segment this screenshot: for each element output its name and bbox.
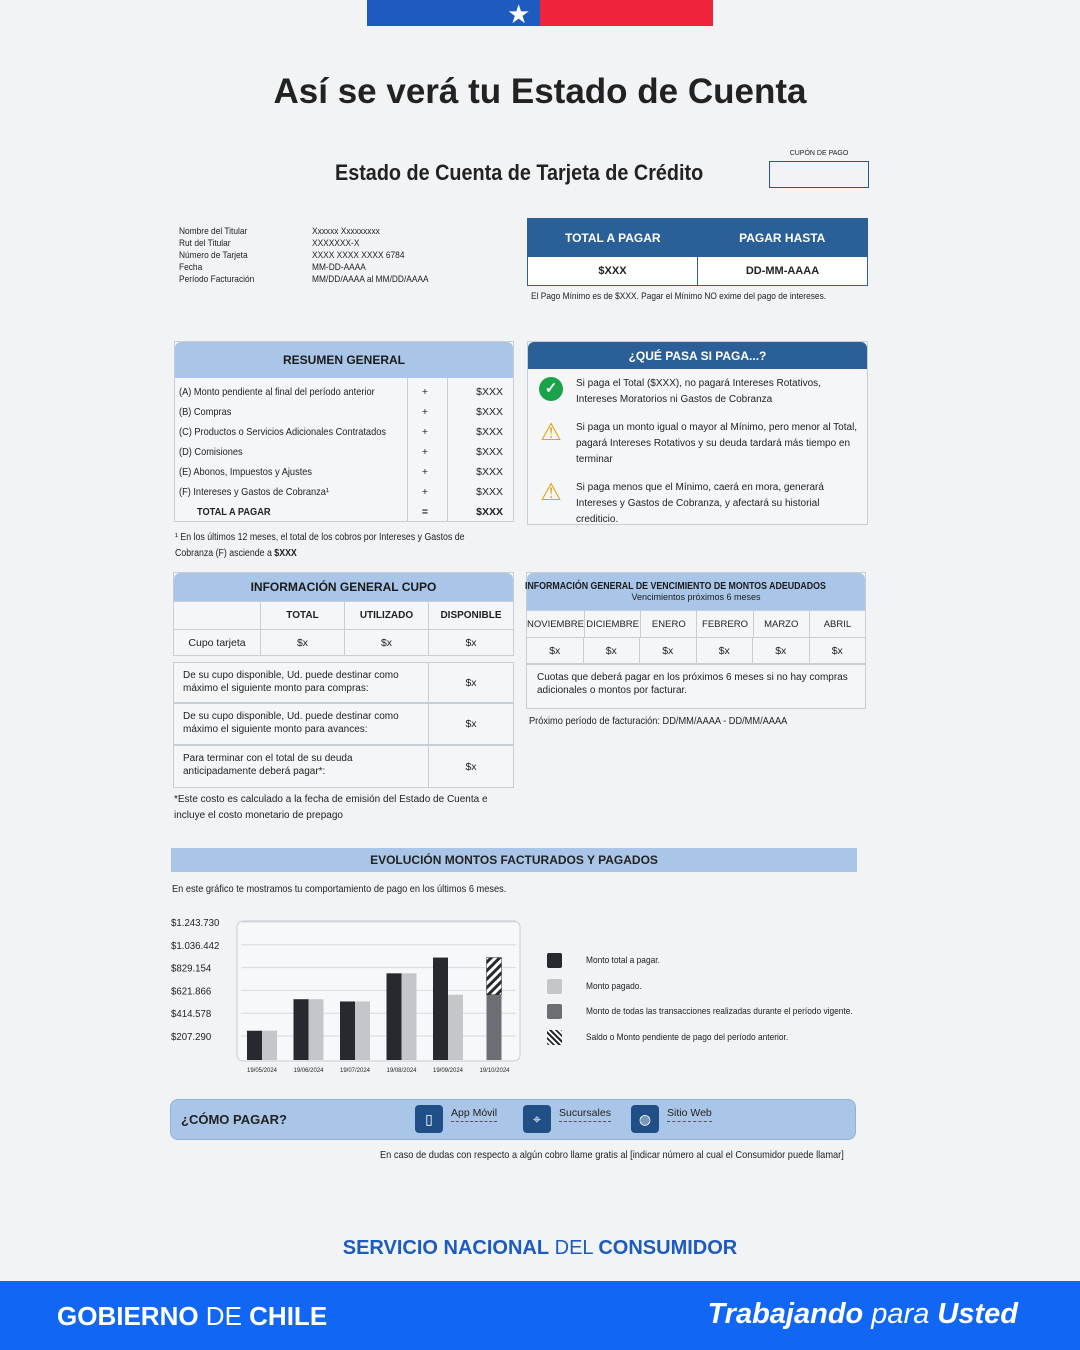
bar-pending-balance: [487, 958, 502, 995]
summary-row: (C) Productos o Servicios Adicionales Contratados + $XXX: [179, 426, 503, 438]
y-tick-label: $621.866: [171, 986, 212, 998]
what-if-item: ⚠ Si paga menos que el Mínimo, caerá en mora, generará Intereses y Gastos de Cobranza, y afectará su historial crediticio.: [540, 479, 824, 525]
chile-flag-bar: [367, 0, 713, 29]
evolution-title: EVOLUCIÓN MONTOS FACTURADOS Y PAGADOS: [171, 848, 857, 872]
bar-total-to-pay: [340, 1001, 355, 1060]
summary-row: (A) Monto pendiente al final del período anterior + $XXX: [179, 386, 503, 398]
credit-limit-title: INFORMACIÓN GENERAL CUPO: [174, 573, 513, 601]
location-pin-icon: ⌖: [523, 1105, 551, 1133]
cell: $x: [584, 637, 641, 664]
chart-legend: [547, 948, 889, 1050]
mobile-icon: ▯: [415, 1105, 443, 1133]
due-amounts-subtitle: Vencimientos próximos 6 meses: [631, 592, 761, 602]
warning-icon: ⚠: [540, 479, 562, 506]
pay-option-website[interactable]: ◍ Sitio Web: [631, 1105, 712, 1133]
y-tick-label: $1.036.442: [171, 940, 220, 952]
x-tick-label: 19/10/2024: [479, 1068, 510, 1074]
summary-total-row: TOTAL A PAGAR = $XXX: [197, 506, 503, 518]
next-billing-period: Próximo período de facturación: DD/MM/AAAA - DD/MM/AAAA: [529, 715, 788, 727]
holder-info: [179, 226, 445, 286]
summary-row: (F) Intereses y Gastos de Cobranza¹ + $XXX: [179, 486, 503, 498]
sernac-label: SERVICIO NACIONAL DEL CONSUMIDOR: [342, 1237, 738, 1259]
statement-title: Estado de Cuenta de Tarjeta de Crédito: [335, 160, 704, 185]
total-to-pay-box: [527, 218, 868, 286]
bar-paid: [262, 1031, 277, 1060]
cell: $x: [261, 629, 345, 656]
cell: $x: [527, 637, 584, 664]
bar-paid: [355, 1001, 370, 1060]
x-tick-label: 19/09/2024: [432, 1068, 464, 1074]
globe-icon: ◍: [631, 1105, 659, 1133]
x-tick-label: 19/07/2024: [339, 1068, 371, 1074]
holder-value: MM/DD/AAAA al MM/DD/AAAA: [312, 274, 429, 285]
month-header: DICIEMBRE: [585, 610, 641, 637]
legend-label: Monto pagado.: [586, 980, 642, 992]
month-header: MARZO: [754, 610, 810, 637]
bar-total-to-pay: [294, 999, 309, 1060]
how-to-pay-title: ¿CÓMO PAGAR?: [181, 1112, 287, 1127]
total-to-pay-value: $XXX: [528, 257, 698, 285]
bar-transactions: [487, 995, 502, 1060]
col-header: DISPONIBLE: [429, 601, 513, 629]
summary-row: (D) Comisiones + $XXX: [179, 446, 503, 458]
check-icon: ✓: [539, 377, 563, 401]
legend-swatch: [547, 979, 562, 994]
holder-value: MM-DD-AAAA: [312, 262, 366, 273]
x-tick-label: 19/05/2024: [246, 1068, 278, 1074]
holder-key: Nombre del Titular: [179, 226, 248, 237]
holder-key: Período Facturación: [179, 274, 255, 285]
coupon-label: CUPÓN DE PAGO: [789, 150, 849, 157]
y-tick-label: $207.290: [171, 1031, 212, 1044]
footer-bar: [0, 1281, 1080, 1350]
pay-by-label: PAGAR HASTA: [698, 219, 868, 257]
legend-swatch: [547, 1030, 562, 1045]
credit-footnote: *Este costo es calculado a la fecha de emisión del Estado de Cuenta e incluye el costo monetario de prepago: [174, 794, 488, 821]
bar-paid: [309, 999, 324, 1060]
holder-value: Xxxxxx Xxxxxxxxx: [312, 226, 380, 237]
y-tick-label: $414.578: [171, 1008, 212, 1021]
summary-title: RESUMEN GENERAL: [175, 342, 513, 378]
holder-value: XXXXXXX-X: [312, 238, 360, 249]
x-tick-label: 19/06/2024: [293, 1068, 324, 1074]
minimum-payment-note: El Pago Mínimo es de $XXX. Pagar el Mínimo NO exime del pago de intereses.: [531, 291, 827, 302]
legend-item: [547, 999, 889, 1025]
bar-paid: [448, 995, 463, 1060]
y-tick-label: $1.243.730: [171, 917, 220, 930]
credit-question-row: Para terminar con el total de su deuda anticipadamente deberá pagar*: $x: [173, 745, 514, 788]
evolution-chart: [160, 905, 530, 1080]
how-to-pay-bar: [170, 1099, 856, 1140]
gobierno-de-chile-logo: GOBIERNO DE CHILE: [57, 1301, 328, 1331]
legend-label: Saldo o Monto pendiente de pago del período anterior.: [586, 1031, 789, 1043]
legend-item: [547, 948, 889, 974]
cell: $x: [429, 629, 513, 656]
month-header: FEBRERO: [697, 610, 753, 637]
coupon-box: [769, 161, 869, 188]
due-amounts-table: [526, 572, 866, 664]
credit-question-row: De su cupo disponible, Ud. puede destinar como máximo el siguiente monto para avances: $x: [173, 703, 514, 745]
y-tick-label: $829.154: [171, 963, 212, 975]
cell: $x: [640, 637, 697, 664]
bar-total-to-pay: [387, 973, 402, 1060]
summary-table: [174, 341, 514, 522]
holder-key: Rut del Titular: [179, 238, 231, 249]
what-if-pay-box: [527, 341, 868, 525]
summary-row: (E) Abonos, Impuestos y Ajustes + $XXX: [179, 466, 503, 478]
contact-note: En caso de dudas con respecto a algún cobro llame gratis al [indicar número al cual el Consumidor puede llamar]: [380, 1149, 844, 1161]
due-amounts-title: INFORMACIÓN GENERAL DE VENCIMIENTO DE MONTOS ADEUDADOS: [525, 581, 826, 592]
what-if-pay-title: ¿QUÉ PASA SI PAGA...?: [528, 342, 867, 369]
month-header: ENERO: [641, 610, 697, 637]
pay-by-value: DD-MM-AAAA: [745, 265, 820, 277]
credit-question-row: De su cupo disponible, Ud. puede destinar como máximo el siguiente monto para compras: $x: [173, 662, 514, 703]
month-header: ABRIL: [810, 610, 865, 637]
pay-option-branches[interactable]: ⌖ Sucursales: [523, 1105, 611, 1133]
due-amounts-note: Cuotas que deberá pagar en los próximos 6 meses si no hay compras adicionales o montos por facturar.: [526, 664, 866, 709]
bar-total-to-pay: [247, 1031, 262, 1060]
holder-key: Número de Tarjeta: [179, 250, 248, 261]
legend-label: Monto de todas las transacciones realizadas durante el período vigente.: [586, 1006, 853, 1018]
legend-item: [547, 974, 889, 1000]
star-icon: ★: [507, 0, 531, 29]
credit-limit-table: [173, 572, 514, 656]
cell: $x: [697, 637, 754, 664]
cell: $x: [345, 629, 429, 656]
evolution-description: En este gráfico te mostramos tu comportamiento de pago en los últimos 6 meses.: [172, 883, 507, 895]
summary-row: (B) Compras + $XXX: [179, 406, 503, 418]
slogan: Trabajando para Usted: [707, 1298, 1018, 1330]
pay-option-app[interactable]: ▯ App Móvil: [415, 1105, 497, 1133]
legend-swatch: [547, 1004, 562, 1019]
col-header: UTILIZADO: [345, 601, 429, 629]
plot-area: [237, 921, 520, 1061]
cell: $x: [753, 637, 810, 664]
summary-footnote: ¹ En los últimos 12 meses, el total de los cobros por Intereses y Gastos de Cobranza (F) asciende a $XXX: [175, 532, 465, 559]
what-if-item: ✓ Si paga el Total ($XXX), no pagará Intereses Rotativos, Intereses Moratorios ni Gastos de Cobranza: [538, 376, 863, 408]
bar-paid: [402, 973, 417, 1060]
holder-value: XXXX XXXX XXXX 6784: [312, 250, 405, 261]
month-header: NOVIEMBRE: [527, 610, 585, 637]
cell: $x: [810, 637, 866, 664]
x-tick-label: 19/08/2024: [386, 1068, 417, 1074]
col-header: TOTAL: [261, 601, 345, 629]
row-label: Cupo tarjeta: [174, 629, 261, 656]
legend-item: [547, 1025, 889, 1051]
warning-icon: ⚠: [540, 419, 562, 446]
total-to-pay-label: TOTAL A PAGAR: [528, 219, 698, 257]
legend-label: Monto total a pagar.: [586, 955, 660, 967]
legend-swatch: [547, 953, 562, 968]
page-headline: Así se verá tu Estado de Cuenta: [273, 72, 807, 111]
what-if-item: ⚠ Si paga un monto igual o mayor al Mínimo, pero menor al Total, pagará Intereses Rotativos y su deuda tardará más tiempo en terminar: [540, 419, 858, 465]
bar-total-to-pay: [433, 958, 448, 1060]
holder-key: Fecha: [179, 262, 203, 273]
